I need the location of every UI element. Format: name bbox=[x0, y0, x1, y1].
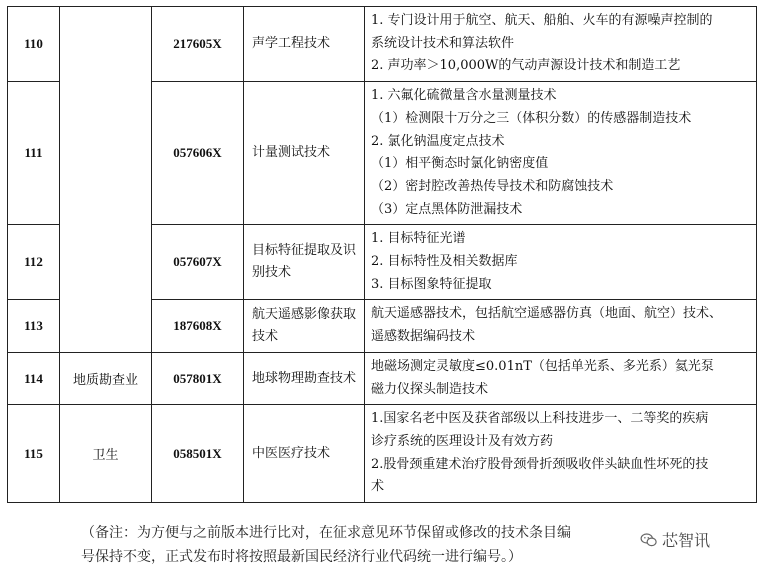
tech-code: 057801X bbox=[152, 352, 244, 404]
table-row bbox=[8, 405, 757, 503]
tech-name: 中医医疗技术 bbox=[244, 405, 365, 503]
description-line: 1. 六氟化硫微量含水量测量技术 bbox=[371, 88, 557, 104]
watermark bbox=[640, 528, 710, 551]
watermark-text: 芯智讯 bbox=[662, 531, 711, 550]
description-line: 航天遥感器技术，包括航空遥感器仿真（地面、航空）技术、 bbox=[371, 306, 723, 322]
footnote-line: （备注：为方便与之前版本进行比对，在征求意见环节保留或修改的技术条目编 bbox=[81, 525, 571, 541]
description-line: 2. 目标特性及相关数据库 bbox=[371, 254, 518, 270]
description-line: 2. 声功率＞10,000W的气动声源设计技术和制造工艺 bbox=[371, 58, 681, 74]
description-line: （2）密封腔改善热传导技术和防腐蚀技术 bbox=[371, 178, 614, 194]
technology-table bbox=[7, 6, 757, 503]
tech-description bbox=[365, 225, 757, 300]
row-number: 110 bbox=[8, 7, 60, 82]
tech-code: 187608X bbox=[152, 300, 244, 352]
tech-name: 地球物理勘查技术 bbox=[244, 352, 365, 404]
description-line: 磁力仪探头制造技术 bbox=[371, 381, 489, 397]
description-line: 2.股骨颈重建术治疗股骨颈骨折颈吸收伴头缺血性坏死的技 bbox=[371, 456, 709, 472]
tech-name: 声学工程技术 bbox=[244, 7, 365, 82]
description-line: 1. 专门设计用于航空、航天、船舶、火车的有源噪声控制的 bbox=[371, 13, 713, 28]
wechat-icon bbox=[640, 531, 658, 549]
description-line: （1）相平衡态时氯化钠密度值 bbox=[371, 156, 549, 172]
tech-code: 058501X bbox=[152, 405, 244, 503]
tech-code: 217605X bbox=[152, 7, 244, 82]
tech-code: 057607X bbox=[152, 225, 244, 300]
tech-description bbox=[365, 82, 757, 225]
description-line: （1）检测限十万分之三（体积分数）的传感器制造技术 bbox=[371, 110, 692, 126]
row-number: 112 bbox=[8, 225, 60, 300]
category-cell: 地质勘查业 bbox=[60, 352, 152, 404]
row-number: 115 bbox=[8, 405, 60, 503]
description-line: 地磁场测定灵敏度≤0.01nT（包括单光系、多光系）氦光泵 bbox=[371, 358, 714, 374]
description-line: 术 bbox=[371, 479, 385, 495]
tech-name: 计量测试技术 bbox=[244, 82, 365, 225]
category-cell bbox=[60, 7, 152, 353]
description-line: 1. 目标特征光谱 bbox=[371, 231, 466, 247]
category-cell: 卫生 bbox=[60, 405, 152, 503]
table-row bbox=[8, 7, 757, 82]
row-number: 113 bbox=[8, 300, 60, 352]
description-line: 遥感数据编码技术 bbox=[371, 329, 476, 345]
description-line: 2. 氯化钠温度定点技术 bbox=[371, 133, 505, 149]
description-line: 3. 目标图象特征提取 bbox=[371, 276, 492, 292]
description-line: 诊疗系统的医理设计及有效方药 bbox=[371, 433, 554, 449]
table-row bbox=[8, 352, 757, 404]
description-line: （3）定点黑体防泄漏技术 bbox=[371, 201, 523, 217]
tech-description bbox=[365, 7, 757, 82]
tech-name: 目标特征提取及识别技术 bbox=[244, 225, 365, 300]
tech-code: 057606X bbox=[152, 82, 244, 225]
tech-description bbox=[365, 405, 757, 503]
footnote-line: 号保持不变，正式发布时将按照最新国民经济行业代码统一进行编号。） bbox=[81, 549, 522, 565]
description-line: 系统设计技术和算法软件 bbox=[371, 35, 515, 51]
tech-name: 航天遥感影像获取技术 bbox=[244, 300, 365, 352]
tech-description bbox=[365, 300, 757, 352]
row-number: 111 bbox=[8, 82, 60, 225]
row-number: 114 bbox=[8, 352, 60, 404]
description-line: 1.国家名老中医及获省部级以上科技进步一、二等奖的疾病 bbox=[371, 411, 709, 427]
tech-description bbox=[365, 352, 757, 404]
